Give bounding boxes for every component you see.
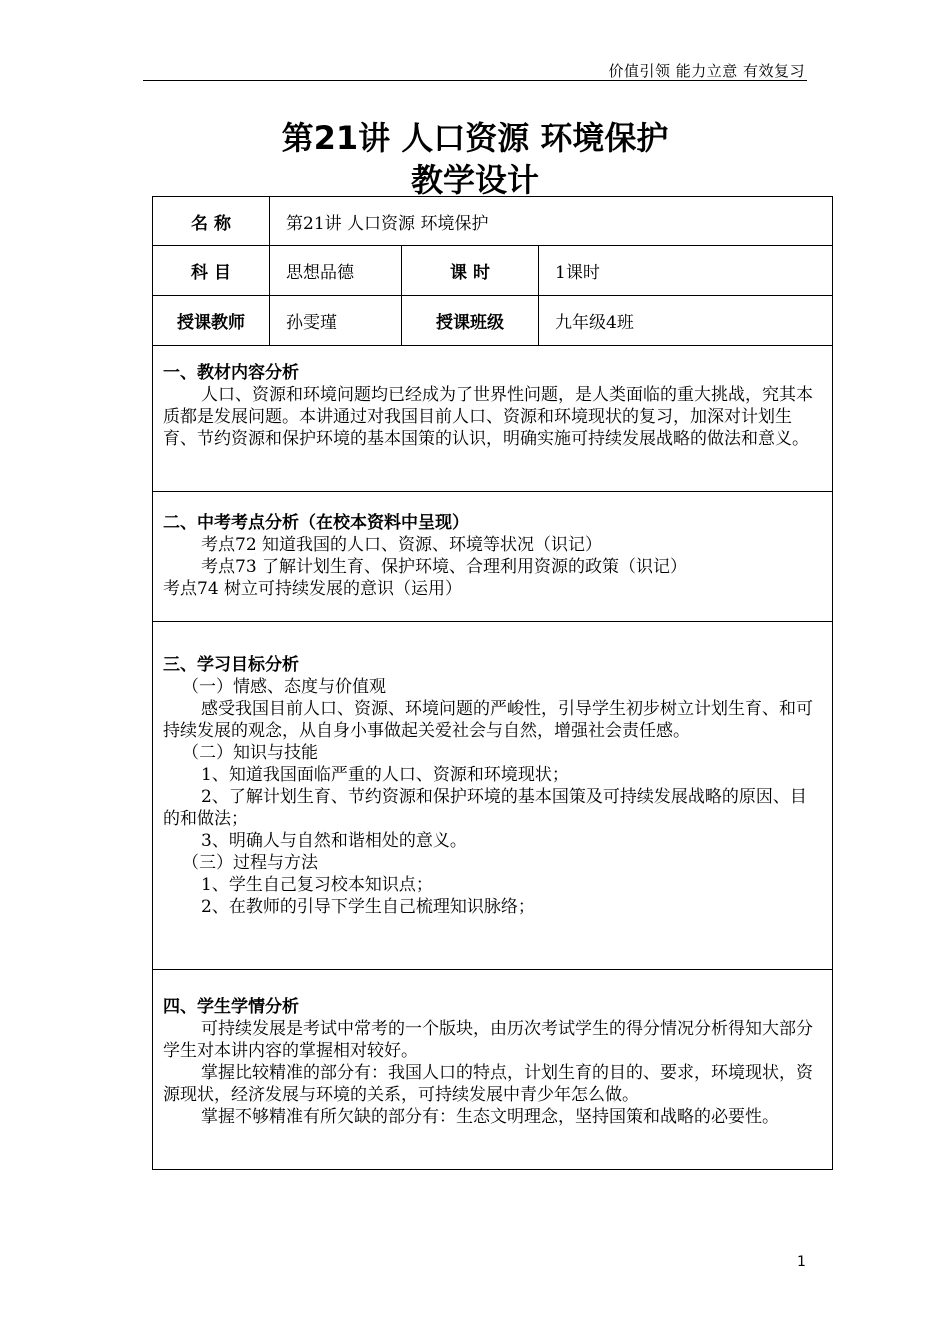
section-exam-points — [153, 492, 833, 622]
section-1-heading: 一、教材内容分析 — [163, 363, 299, 383]
section-4-cell — [153, 970, 833, 1170]
name-value: 第21讲 人口资源 环境保护 — [270, 197, 833, 246]
goal-subheading-emotion: （一）情感、态度与价值观 — [182, 677, 386, 697]
header-motto: 价值引领 能力立意 有效复习 — [608, 62, 805, 80]
row-name — [153, 197, 833, 246]
teacher-label: 授课教师 — [153, 296, 270, 346]
goal-subheading-process: （三）过程与方法 — [182, 853, 318, 873]
student-analysis-paragraph-2: 掌握比较精准的部分有：我国人口的特点，计划生育的目的、要求，环境现状，资源现状，经济发展与环境的关系，可持续发展中青少年怎么做。 — [163, 1063, 813, 1105]
section-2-heading: 二、中考考点分析（在校本资料中呈现） — [163, 513, 469, 533]
knowledge-item-1: 1、知道我国面临严重的人口、资源和环境现状； — [201, 765, 569, 785]
exam-point-73: 考点73 了解计划生育、保护环境、合理利用资源的政策（识记） — [201, 557, 688, 577]
hours-value: 1课时 — [539, 246, 833, 296]
class-label: 授课班级 — [402, 296, 539, 346]
section-2-cell — [153, 492, 833, 622]
document-title: 第21讲 人口资源 环境保护 — [281, 119, 669, 157]
section-1-paragraph: 人口、资源和环境问题均已经成为了世界性问题，是人类面临的重大挑战，究其本质都是发展问题。本讲通过对我国目前人口、资源和环境现状的复习，加深对计划生育、节约资源和保护环境的基本国策的认识，明确实施可持续发展战略的做法和意义。 — [163, 385, 813, 449]
student-analysis-paragraph-3: 掌握不够精准有所欠缺的部分有：生态文明理念，坚持国策和战略的必要性。 — [201, 1107, 779, 1127]
subject-value: 思想品德 — [270, 246, 402, 296]
name-label: 名 称 — [153, 197, 270, 246]
section-1-cell — [153, 346, 833, 492]
section-learning-goals — [153, 622, 833, 970]
section-4-heading: 四、学生学情分析 — [163, 997, 299, 1017]
student-analysis-paragraph-1: 可持续发展是考试中常考的一个版块，由历次考试学生的得分情况分析得知大部分学生对本讲内容的掌握相对较好。 — [163, 1019, 813, 1061]
section-3-cell — [153, 622, 833, 970]
process-item-1: 1、学生自己复习校本知识点； — [201, 875, 433, 895]
hours-label: 课 时 — [402, 246, 539, 296]
section-student-analysis — [153, 970, 833, 1170]
header-rule — [143, 80, 807, 81]
knowledge-item-3: 3、明确人与自然和谐相处的意义。 — [201, 831, 467, 851]
section-3-heading: 三、学习目标分析 — [163, 655, 299, 675]
exam-point-72: 考点72 知道我国的人口、资源、环境等状况（识记） — [201, 535, 603, 555]
page-number: 1 — [797, 1254, 806, 1270]
exam-point-74: 考点74 树立可持续发展的意识（运用） — [163, 579, 463, 599]
row-subject — [153, 246, 833, 296]
section-textbook-analysis — [153, 346, 833, 492]
goal-subheading-knowledge: （二）知识与技能 — [182, 743, 318, 763]
lesson-plan-table — [152, 196, 833, 1170]
subject-label: 科 目 — [153, 246, 270, 296]
document-subtitle: 教学设计 — [410, 161, 539, 199]
process-item-2: 2、在教师的引导下学生自己梳理知识脉络； — [201, 897, 535, 917]
row-teacher — [153, 296, 833, 346]
goal-emotion-text: 感受我国目前人口、资源、环境问题的严峻性，引导学生初步树立计划生育、和可持续发展的观念，从自身小事做起关爱社会与自然，增强社会责任感。 — [163, 699, 813, 741]
knowledge-item-2: 2、了解计划生育、节约资源和保护环境的基本国策及可持续发展战略的原因、目的和做法； — [163, 787, 807, 829]
teacher-value: 孙雯瑾 — [270, 296, 402, 346]
class-value: 九年级4班 — [539, 296, 833, 346]
